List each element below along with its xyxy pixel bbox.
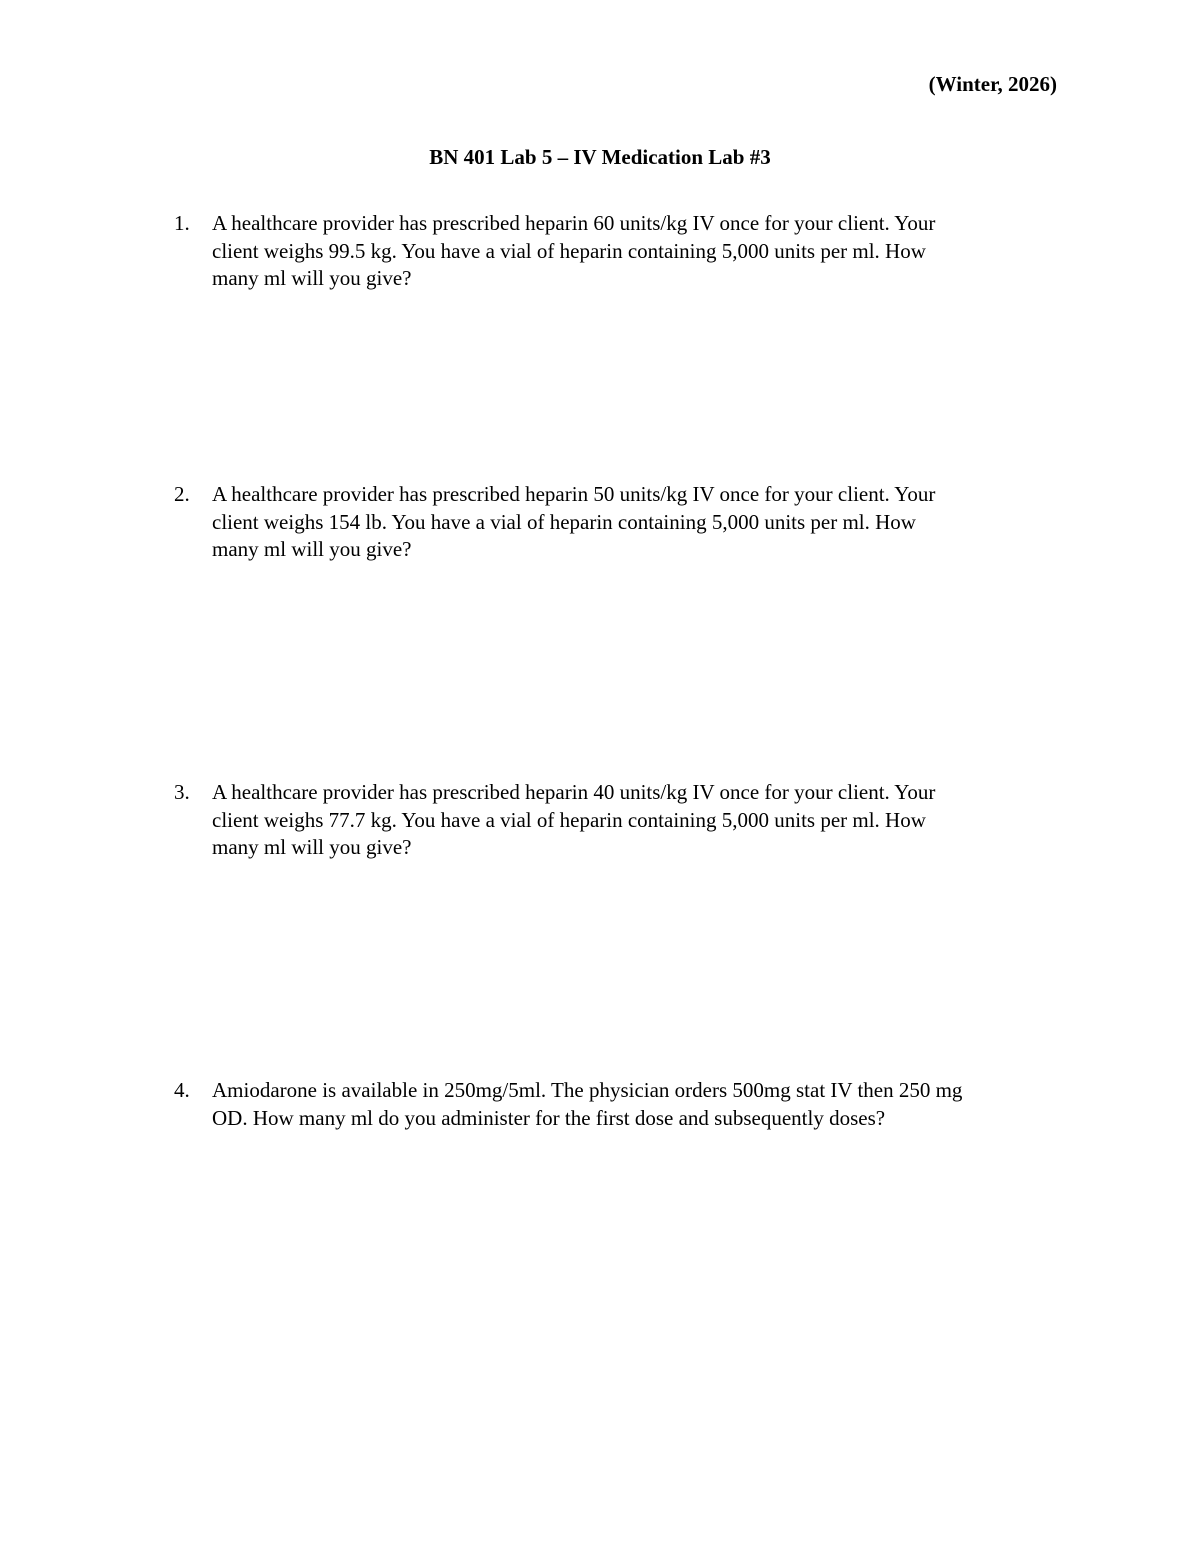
question-4 bbox=[174, 1077, 1064, 1132]
question-1 bbox=[174, 210, 1064, 293]
question-number: 4. bbox=[174, 1078, 190, 1102]
question-number: 1. bbox=[174, 211, 190, 235]
question-line: many ml will you give? bbox=[212, 835, 412, 859]
question-3 bbox=[174, 779, 1064, 862]
question-line: OD. How many ml do you administer for the first dose and subsequently doses? bbox=[212, 1105, 886, 1130]
question-line: many ml will you give? bbox=[212, 537, 412, 561]
question-text bbox=[212, 1077, 1064, 1132]
question-line: client weighs 154 lb. You have a vial of heparin containing 5,000 units per ml. How bbox=[212, 509, 916, 534]
question-2 bbox=[174, 481, 1064, 564]
question-line: Amiodarone is available in 250mg/5ml. The physician orders 500mg stat IV then 250 mg bbox=[212, 1078, 963, 1102]
question-text bbox=[212, 210, 1064, 293]
question-text bbox=[212, 481, 1064, 564]
question-line: A healthcare provider has prescribed heparin 50 units/kg IV once for your client. Your bbox=[212, 482, 936, 506]
question-line: client weighs 99.5 kg. You have a vial of heparin containing 5,000 units per ml. How bbox=[212, 238, 926, 263]
document-title: BN 401 Lab 5 – IV Medication Lab #3 bbox=[429, 145, 771, 169]
question-line: client weighs 77.7 kg. You have a vial of heparin containing 5,000 units per ml. How bbox=[212, 807, 926, 832]
question-line: A healthcare provider has prescribed heparin 40 units/kg IV once for your client. Your bbox=[212, 780, 936, 804]
question-line: A healthcare provider has prescribed heparin 60 units/kg IV once for your client. Your bbox=[212, 211, 936, 235]
question-number: 2. bbox=[174, 482, 190, 506]
question-line: many ml will you give? bbox=[212, 266, 412, 290]
question-number: 3. bbox=[174, 780, 190, 804]
question-text bbox=[212, 779, 1064, 862]
term-label: (Winter, 2026) bbox=[928, 72, 1057, 96]
